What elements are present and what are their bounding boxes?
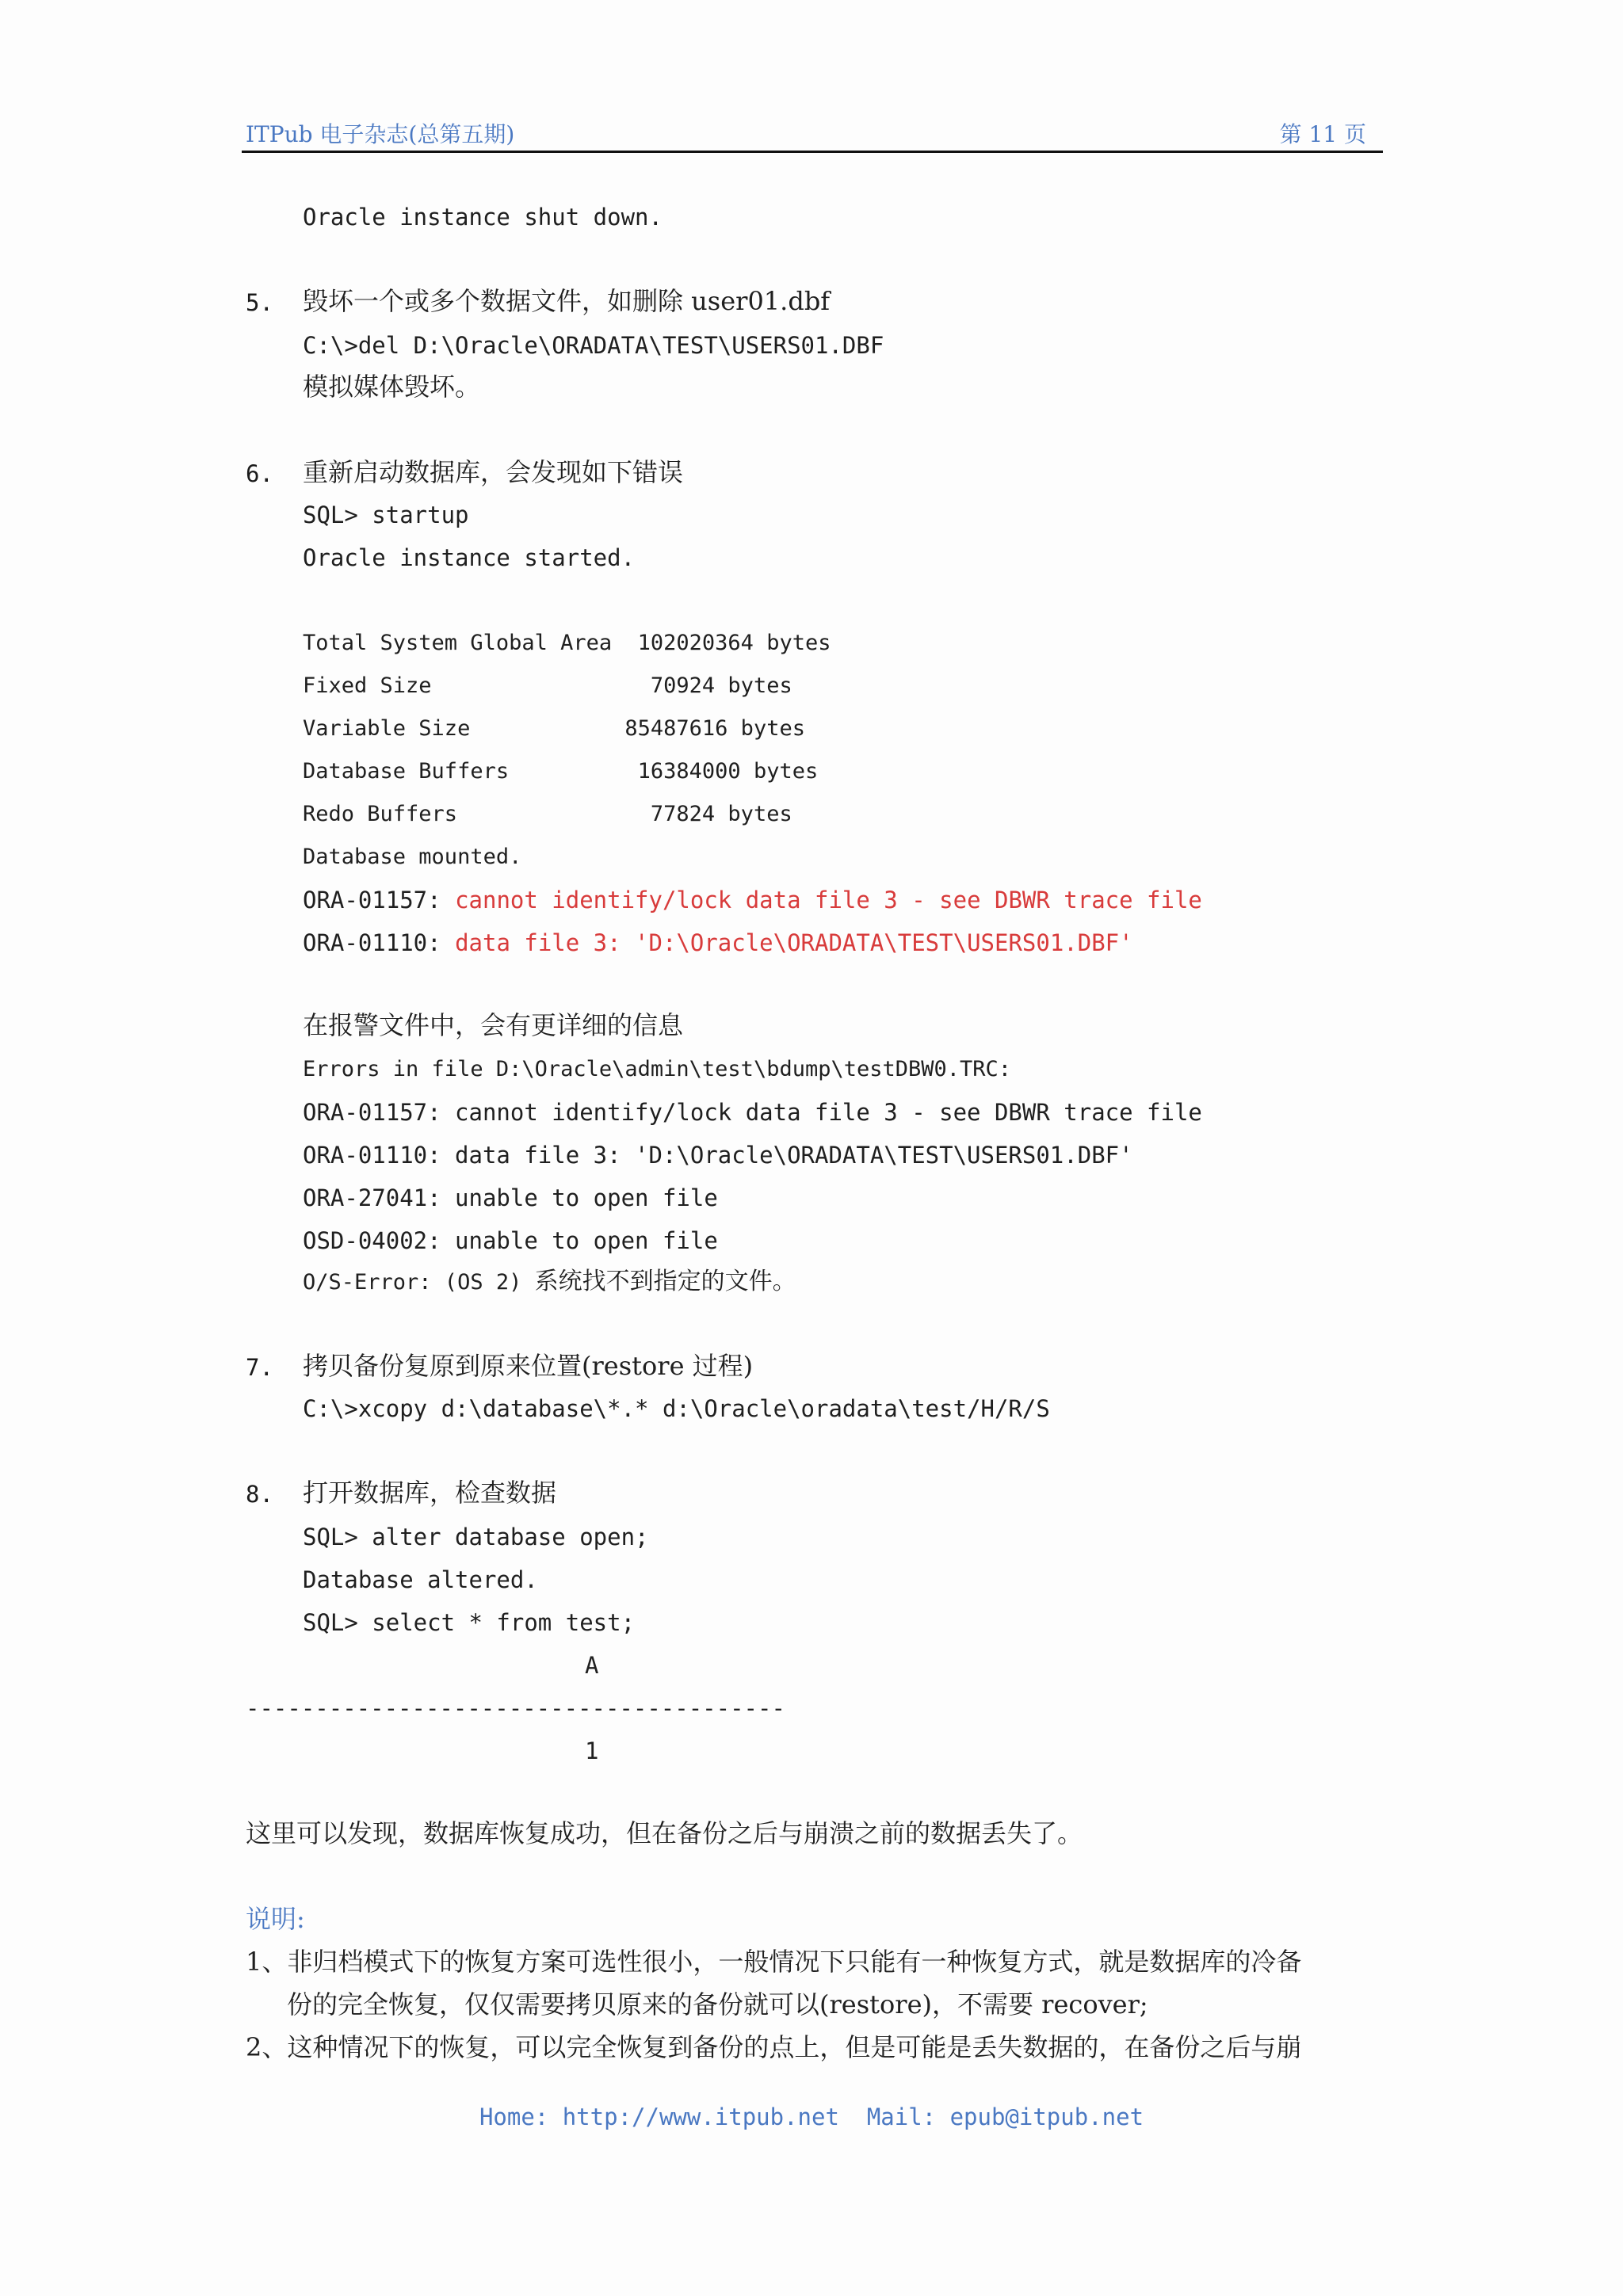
code-line: ORA-27041: unable to open file bbox=[303, 1184, 718, 1211]
error-code: ORA-01157: bbox=[303, 887, 456, 913]
os-error-message: 系统找不到指定的文件。 bbox=[534, 1268, 796, 1295]
code-line: Redo Buffers 77824 bytes bbox=[303, 802, 792, 826]
step-title: 毁坏一个或多个数据文件，如删除 user01.dbf bbox=[303, 286, 831, 316]
step-number: 5. bbox=[246, 289, 273, 316]
code-line bbox=[303, 1266, 796, 1299]
code-line: Database altered. bbox=[303, 1566, 538, 1593]
note-title: 说明: bbox=[246, 1904, 305, 1934]
error-code: ORA-01110: bbox=[303, 929, 456, 956]
code-line: Variable Size 85487616 bytes bbox=[303, 716, 805, 741]
error-message: data file 3: 'D:\Oracle\ORADATA\TEST\USERS01.DBF' bbox=[455, 929, 1133, 956]
note-item: 2、这种情况下的恢复，可以完全恢复到备份的点上，但是可能是丢失数据的，在备份之后与崩 bbox=[246, 2032, 1302, 2062]
error-message: cannot identify/lock data file 3 - see DBWR trace file bbox=[455, 887, 1202, 913]
code-line: SQL> startup bbox=[303, 502, 469, 528]
step-number: 6. bbox=[246, 460, 273, 487]
header-divider bbox=[242, 151, 1383, 153]
code-line: SQL> select * from test; bbox=[303, 1609, 636, 1636]
code-line: C:\>xcopy d:\database\*.* d:\Oracle\oradata\test/H/R/S bbox=[303, 1395, 1050, 1422]
step-title: 重新启动数据库，会发现如下错误 bbox=[303, 457, 684, 487]
footer-links: Home: http://www.itpub.net Mail: epub@itpub.net bbox=[479, 2103, 1144, 2130]
step-number: 8. bbox=[246, 1481, 273, 1508]
code-line: Oracle instance shut down. bbox=[303, 204, 663, 231]
code-line: Database Buffers 16384000 bytes bbox=[303, 759, 819, 784]
page-number: 第 11 页 bbox=[1279, 121, 1366, 147]
column-value: 1 bbox=[585, 1737, 599, 1764]
code-line: Errors in file D:\Oracle\admin\test\bdump\testDBW0.TRC: bbox=[303, 1057, 1012, 1081]
error-line bbox=[303, 927, 1133, 959]
step-number: 7. bbox=[246, 1354, 273, 1381]
step-title: 打开数据库，检查数据 bbox=[303, 1478, 557, 1508]
error-line bbox=[303, 884, 1202, 916]
header-title: ITPub 电子杂志(总第五期) bbox=[246, 121, 515, 147]
column-header: A bbox=[585, 1652, 599, 1679]
code-line: Total System Global Area 102020364 bytes bbox=[303, 631, 831, 655]
code-line: Oracle instance started. bbox=[303, 544, 636, 571]
code-line: Fixed Size 70924 bytes bbox=[303, 673, 792, 698]
conclusion-text: 这里可以发现，数据库恢复成功，但在备份之后与崩溃之前的数据丢失了。 bbox=[246, 1818, 1083, 1848]
code-line: ORA-01157: cannot identify/lock data file 3 - see DBWR trace file bbox=[303, 1099, 1202, 1126]
os-error-code: O/S-Error: (OS 2) bbox=[303, 1270, 535, 1295]
code-line: ORA-01110: data file 3: 'D:\Oracle\ORADATA\TEST\USERS01.DBF' bbox=[303, 1142, 1133, 1169]
note-item-continued: 份的完全恢复，仅仅需要拷贝原来的备份就可以(restore)，不需要 recover; bbox=[287, 1989, 1148, 2019]
step-note: 模拟媒体毁坏。 bbox=[303, 372, 481, 402]
code-line: C:\>del D:\Oracle\ORADATA\TEST\USERS01.DBF bbox=[303, 332, 884, 359]
column-separator: --------------------------------------- bbox=[246, 1695, 785, 1722]
code-line: Database mounted. bbox=[303, 845, 522, 869]
note-item: 1、非归档模式下的恢复方案可选性很小，一般情况下只能有一种恢复方式，就是数据库的冷备 bbox=[246, 1947, 1302, 1977]
step-title: 拷贝备份复原到原来位置(restore 过程) bbox=[303, 1351, 754, 1381]
code-line: SQL> alter database open; bbox=[303, 1524, 649, 1550]
code-line: OSD-04002: unable to open file bbox=[303, 1227, 718, 1254]
section-title: 在报警文件中，会有更详细的信息 bbox=[303, 1010, 684, 1040]
